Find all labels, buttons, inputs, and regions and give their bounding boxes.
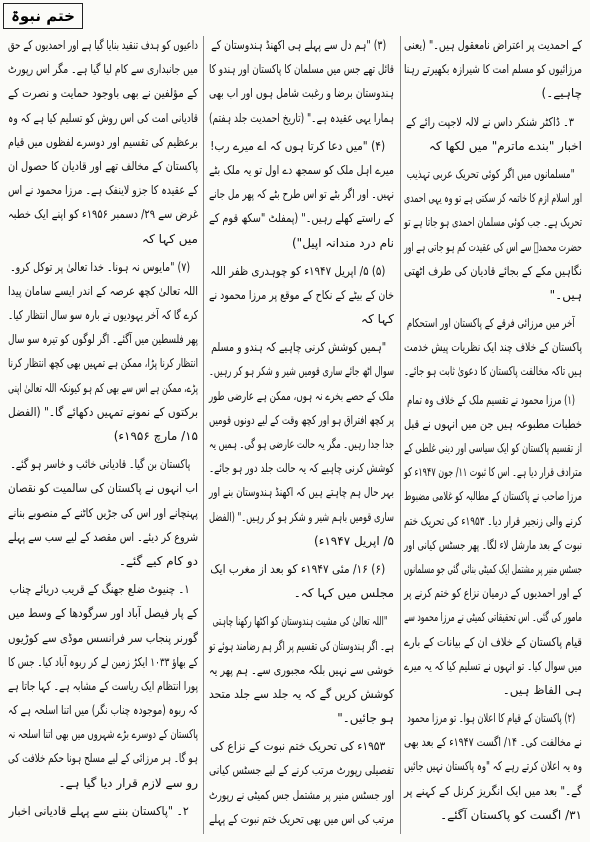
text-line: ۱۹۵۳ء کی تحریک ختم نبوت کے نزاع کی: [210, 739, 386, 754]
text-line: قیام پاکستان کے خلاف ان کے بیانات کے بارے: [404, 634, 582, 649]
text-line: برعظیم کی تقسیم اور دوسرے لفظوں میں قیام: [7, 134, 199, 149]
text-line: ساری قومیں باہم شیر و شکر ہو کر رہیں۔" (الفضل: [208, 509, 394, 524]
text-line: ہندوستان برضا و رغبت شامل ہوں اور اب بھی: [208, 86, 394, 101]
text-line: رو سے لازم قرار دیا گیا ہے۔: [58, 775, 198, 790]
quote-paragraph: [404, 162, 582, 307]
text-line: گورنر پنجاب سر فرانسس موڈی سے کوڑیوں: [7, 630, 199, 645]
text-line: کے اور احمدیوں کے درمیان نزاع کو ختم کرنے پر: [404, 586, 582, 601]
text-line: میں کہا کہ: [142, 231, 198, 246]
paragraph: [8, 799, 198, 823]
text-line: "مسلمانوں میں اگر کوئی تحریک عربی تہذیب: [406, 166, 575, 181]
column-divider: [400, 36, 401, 834]
text-line: ۲۔ "پاکستان بننے سے پہلے قادیانی اخبار: [8, 803, 189, 818]
text-line: مرتب کی اس میں بھی تحریک ختم نبوت کے پہلے: [208, 811, 394, 826]
text-line: پہنچانے اور اس کی جڑیں کاٹنے کے منصوبے بنانے: [8, 505, 199, 520]
text-line: (۱) مرزا محمود نے تقسیم ملک کے خلاف وہ تمام: [407, 392, 576, 407]
text-line: پورا انتظام ایک ریاست کے مشابہ ہے۔ کہا جاتا ہے: [8, 678, 199, 693]
text-line: کرنے والی زنجیر قرار دیا۔ ۱۹۵۳ء کی تحریک ختم: [403, 513, 582, 528]
paragraph: [404, 311, 582, 384]
text-line: ۱۔ چنیوٹ ضلع جھنگ کے قریب دریائے چناب: [9, 582, 190, 597]
text-line: وہ یہ اعلان کرتے رہے کہ "وہ پاکستان نہیں جائیں: [404, 759, 582, 774]
text-line: ہی الفاظ ہیں۔: [502, 682, 582, 697]
text-line: خطبات مطبوعہ ہیں جن میں انہوں نے قبل: [403, 416, 582, 431]
text-line: نگاہیں مکے کے بجائے قادیان کی طرف اٹھتی: [403, 263, 582, 278]
text-line: کوشش کریں گے کہ یہ جلد سے جلد متحد: [208, 686, 394, 701]
text-line: ۳۔ ڈاکٹر شنکر داس نے لالہ لاجپت رائے کے: [405, 114, 574, 129]
text-line: گے۔" بعد میں ایک انگریز کرنل کے کہنے پر: [404, 783, 582, 798]
text-line: قادیانی امت کی اس روش کو تسلیم کیا ہے کہ وہ: [7, 110, 198, 125]
text-line: دو کام کیے گئے۔: [118, 553, 198, 568]
text-line: انتظار کرنا پڑا، ممکن ہے تمہیں بھی کچھ انتظار کرنا: [7, 356, 199, 371]
paragraph: [8, 33, 198, 251]
text-line: میرے اہل ملک کو سمجھ دے اول تو یہ ملک بٹے: [209, 162, 394, 177]
text-line: بہر حال ہم چاہتے ہیں کہ اکھنڈ ہندوستان بنے اور: [208, 485, 394, 500]
text-line: کے راستے کھلے رہیں۔" (پمفلٹ "سکھ قوم کے: [208, 211, 394, 226]
text-line: کے مؤلفین نے بھی باوجود حمایت و نصرت کے: [7, 86, 199, 101]
paragraph: [404, 706, 582, 827]
text-line: مجلس میں کہا کہ۔: [293, 586, 394, 601]
text-line: (۵) ۵/ اپریل ۱۹۴۷ء کو چوہدری ظفر اللہ: [210, 263, 386, 278]
text-line: ہیں۔": [549, 287, 582, 302]
paragraph: [209, 557, 394, 605]
paragraph: [8, 452, 198, 573]
article-column-3: [8, 33, 198, 823]
paragraph: [404, 33, 582, 106]
text-line: (۷) "مایوس نہ ہونا۔ خدا تعالیٰ پر توکل کرو۔: [10, 259, 191, 274]
text-line: مامور کی گئی۔ اس تحقیقاتی کمیٹی نے مرزا محمود سے: [404, 610, 582, 625]
column-divider: [203, 36, 204, 834]
text-line: قائل تھے جس میں مسلمان کا پاکستان اور ہندو کا: [209, 62, 394, 77]
text-line: کوشش کرنی چاہیے کہ یہ حالت جلد دور ہو جائے۔: [209, 461, 394, 476]
text-line: ہیں تاکہ مخالفت پاکستان کا دعویٰ ثابت ہو جائے۔: [403, 364, 582, 379]
publication-logo: ختم نبوۃ: [3, 3, 83, 29]
text-line: پاکستان کے دوسرے بڑے شہروں میں بھی اتنا اسلحہ نہ: [7, 727, 198, 742]
text-line: ۵/ اپریل ۱۹۴۷ء): [314, 533, 394, 548]
text-line: کے پار فیصل آباد اور سرگودھا کے وسط میں: [7, 606, 198, 621]
text-line: میں سوال کیا۔ تو انہوں نے تسلیم کیا کہ یہ میرے: [403, 658, 582, 673]
paragraph: [8, 577, 198, 795]
text-line: جسٹس منیر پر مشتمل ایک کمیٹی بنائی گئی جو مسلمانوں: [403, 561, 582, 576]
text-line: (۶) ۱۶/ مئی ۱۹۴۷ء کو بعد از مغرب ایک: [210, 561, 386, 576]
text-line: نہیں۔ اور اگر بٹے تو اس طرح بٹے کہ پھر مل جانے: [209, 187, 394, 202]
text-line: کے عقیدہ کا جزو لاینفک ہے۔ مرزا محمود نے اس: [8, 183, 198, 198]
text-line: (۲) پاکستان کے قیام کا اعلان ہوا۔ تو مرزا محمود: [407, 711, 576, 726]
text-line: ہو جائیں۔": [337, 711, 394, 726]
text-line: کرے گا کہ آخر یہودیوں نے بارہ سو سال انتظار کیا۔: [8, 308, 198, 323]
quote-paragraph: [209, 609, 394, 730]
text-line: غرض سے ۲۹/ دسمبر ۱۹۵۶ء کو اپنے ایک خطبہ: [8, 207, 198, 222]
paragraph: [209, 33, 394, 130]
paragraph: [209, 734, 394, 831]
text-line: ہو گا۔ ہر مرزائی کے لیے مسلح ہونا حکم خلافت کی: [8, 751, 198, 766]
text-line: پڑے، ممکن ہے اس سے بھی کم ہو کیونکہ اللہ تعالیٰ اپنی: [8, 380, 199, 395]
text-line: داعیوں کو ہدف تنقید بنایا گیا ہے اور احمدیوں کے حق: [8, 38, 198, 52]
paragraph: [209, 259, 394, 332]
text-line: شروع کر دیئے۔ اس مقصد کے لیے سب سے پہلے: [8, 529, 199, 544]
text-line: برکتوں کے نمونے تمہیں دکھائے گا۔" (الفضل: [7, 404, 198, 419]
text-line: تفصیلی رپورٹ مرتب کرنے کے لیے جسٹس کیانی: [209, 763, 394, 778]
paragraph: [404, 388, 582, 702]
text-line: چاہیے۔): [541, 86, 582, 101]
paragraph: [209, 134, 394, 255]
text-line: نام درد مندانہ اپیل"): [292, 235, 394, 250]
text-line: "ہمیں کوشش کرنی چاہیے کہ ہندو و مسلم: [211, 340, 387, 355]
quote-paragraph: [8, 255, 198, 449]
text-line: نے مخالفت کی۔ ۱۴/ اگست ۱۹۴۷ء کے بعد بھی: [404, 735, 582, 750]
text-line: میں جانبداری سے کام لیا گیا ہے۔ مگر اس رپورٹ: [7, 62, 198, 77]
text-line: کہا کہ: [361, 312, 394, 327]
text-line: اللہ تعالیٰ کچھ عرصہ کے اندر ایسے سامان پیدا: [8, 283, 198, 298]
text-line: اب انہوں نے پاکستان کی سالمیت کو نقصان: [8, 481, 199, 496]
text-line: پاکستان کے مخالف تھے اور قادیان کا حصول ان: [7, 158, 198, 173]
text-line: اور اسلام ازم کا خاتمہ کر سکتی ہے تو وہ یہی احمدی: [404, 191, 582, 206]
text-line: کہ ربوہ (موجودہ چناب نگر) میں اتنا اسلحہ ہے کہ: [7, 703, 199, 718]
article-column-2: [209, 33, 394, 831]
text-line: خوشی سے نہیں بلکہ مجبوری سے۔ ہم پھر یہ: [208, 662, 394, 677]
text-line: ہمارا یہی عقیدہ ہے۔" (تاریخ احمدیت جلد ہفتم): [209, 110, 394, 125]
text-line: ملک کے حصے بخرے نہ ہوں، ممکن ہے عارضی طور: [208, 388, 394, 403]
article-column-1: [404, 33, 582, 827]
text-line: از تقسیم پاکستان کو ایک سیاسی اور دینی غلطی کے: [403, 441, 582, 455]
text-line: ۳۱/ اگست کو پاکستان آگئے۔: [440, 807, 582, 822]
text-line: پھر فلسطین میں آگئے۔ اگر لوگوں کو تیرہ سو سال: [7, 332, 198, 347]
text-line: حضرت محمدؐ سے اس کی عقیدت کم ہو جاتی ہے اور: [403, 239, 582, 254]
text-line: مترادف قرار دیا ہے۔ اس کا ثبوت ۱۱/ جون ۱۹۴۷ء کو: [404, 465, 582, 480]
text-line: ہے۔ اگر ہندوستان کی تقسیم پر اگر ہم رضامند ہوئے تو: [209, 638, 394, 653]
text-line: خان کے بیٹے کے نکاح کے موقع پر مرزا محمود نے: [208, 287, 394, 302]
text-line: جدا جدا رہیں۔ مگر یہ حالت عارضی ہو گی۔ ہمیں یہ: [209, 437, 394, 451]
text-line: پاکستان کے خلاف چند ایک نظریات پیش خدمت: [403, 340, 582, 355]
paragraph: [404, 110, 582, 158]
text-line: (۴) "میں دعا کرتا ہوں کہ اے میرے رب!: [210, 138, 386, 153]
text-line: ۱۵/ مارچ ۱۹۵۶ء): [113, 429, 198, 443]
text-line: کے احمدیت پر اعتراض نامعقول ہیں۔" (یعنی: [403, 38, 582, 52]
text-line: مرزا صاحب نے پاکستان کے مطالبہ کو غلامی مضبوط: [403, 489, 582, 504]
text-line: کے بھاؤ ۱۰۳۳ ایکڑ زمین لے کر ربوہ آباد کیا۔ جس کا: [8, 654, 198, 669]
quote-paragraph: [209, 335, 394, 553]
text-line: نبوت کے بعد مارشل لاء لگا۔ پھر جسٹس کیانی اور: [403, 537, 582, 552]
text-line: پر کچھ افتراق ہو اور کچھ وقت کے لیے دونوں قومیں: [209, 412, 394, 427]
text-line: پاکستان بن گیا۔ قادیانی خائب و خاسر ہو گئے۔: [10, 457, 191, 472]
text-line: مرزائیوں کو مسلم امت کا شیرازہ بکھیرتے رہنا: [403, 62, 582, 77]
text-line: سوال اٹھ جائے ساری قومیں شیر و شکر ہو کر رہیں۔: [209, 364, 394, 379]
text-line: "اللہ تعالیٰ کی مشیت ہندوستان کو اکٹھا رکھنا چاہتی: [212, 614, 388, 629]
text-line: آخر میں مرزائی فرقے کے پاکستان اور استحکام: [406, 316, 575, 331]
text-line: (۳) "ہم دل سے پہلے ہی اکھنڈ ہندوستان کے: [211, 38, 387, 52]
text-line: تحریک ہے۔ جب کوئی مسلمان احمدی ہو جاتا ہے تو: [403, 215, 582, 230]
text-line: اور جسٹس منیر پر مشتمل جس کمیٹی نے رپورٹ: [209, 787, 394, 802]
text-line: اخبار "بندے ماترم" میں لکھا کہ: [428, 138, 582, 153]
